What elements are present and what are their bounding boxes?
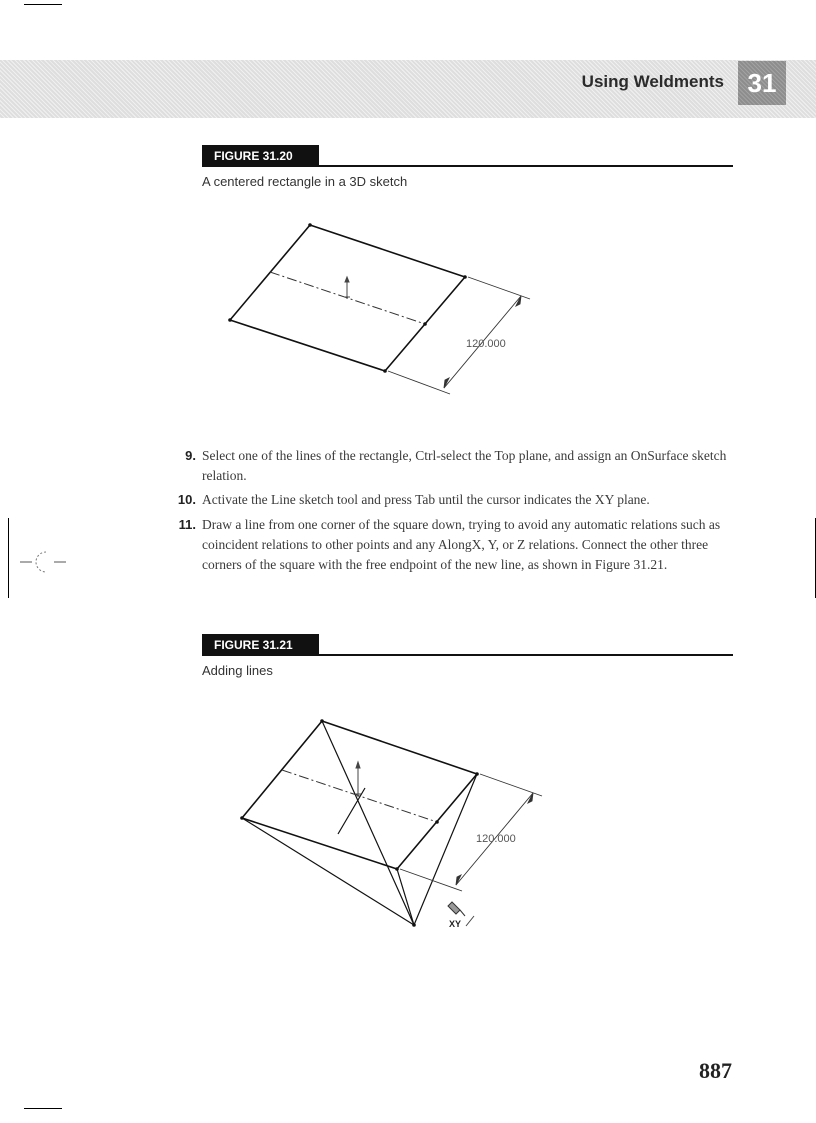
step-number: 11. (178, 517, 196, 532)
figure-rule (319, 654, 733, 656)
figure-rule (319, 165, 733, 167)
cursor-plane-label: XY (449, 919, 462, 929)
step-text: Select one of the lines of the rectangle, Ctrl-select the Top plane, and assign an OnSurface sketch relation. (202, 448, 727, 483)
added-lines (242, 721, 477, 925)
step-number: 9. (185, 448, 196, 463)
figure-31-21-heading (202, 634, 733, 656)
registration-mark (20, 548, 68, 576)
dimension-lines (400, 774, 542, 891)
step-11 (172, 515, 737, 575)
figure-caption: Adding lines (202, 663, 273, 678)
origin-marker (355, 762, 361, 797)
figure-label: FIGURE 31.20 (202, 145, 319, 167)
step-10 (172, 490, 737, 510)
dimension-value: 120.000 (466, 338, 506, 350)
crop-mark (8, 518, 9, 598)
figure-31-20-sketch (200, 215, 560, 405)
figure-31-20-heading (202, 145, 733, 167)
origin-marker (344, 277, 350, 299)
dimension-lines (388, 277, 530, 394)
center-line (282, 770, 437, 822)
running-header-title: Using Weldments (581, 72, 724, 91)
step-text: Activate the Line sketch tool and press Tab until the cursor indicates the XY plane. (202, 492, 650, 507)
step-number: 10. (177, 492, 196, 507)
figure-label: FIGURE 31.21 (202, 634, 319, 656)
figure-31-21-sketch (210, 710, 560, 940)
sketch-rectangle (242, 721, 477, 869)
crop-mark (24, 4, 62, 5)
line-cursor-icon (448, 902, 465, 916)
dimension-value: 120.000 (476, 833, 516, 845)
chapter-number-badge: 31 (738, 61, 786, 105)
step-9 (172, 446, 737, 486)
crop-mark (24, 1108, 62, 1109)
figure-caption: A centered rectangle in a 3D sketch (202, 174, 408, 189)
step-text: Draw a line from one corner of the square down, trying to avoid any automatic relations such as coincident relations to other points and any AlongX, Y, or Z relations. Connect the other three corners of the square with the free endpoint of the new line, as shown in Figure 31.21. (202, 517, 721, 572)
page-number: 887 (699, 1058, 732, 1083)
